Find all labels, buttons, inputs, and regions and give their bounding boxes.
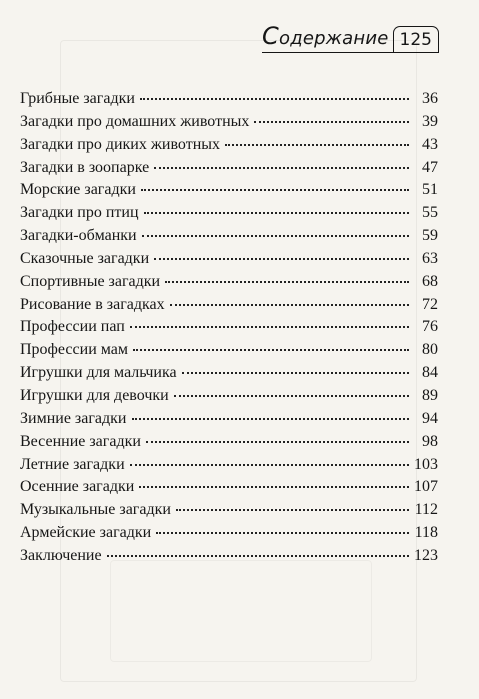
toc-dot-leader bbox=[139, 486, 409, 488]
header-rule bbox=[262, 52, 439, 53]
toc-entry bbox=[20, 134, 438, 157]
toc-dot-leader bbox=[165, 281, 409, 283]
table-of-contents bbox=[20, 88, 438, 568]
toc-entry bbox=[20, 454, 438, 477]
toc-entry-title: Весенние загадки bbox=[20, 432, 141, 450]
toc-entry-title: Игрушки для мальчика bbox=[20, 364, 177, 382]
toc-dot-leader bbox=[130, 464, 409, 466]
toc-entry bbox=[20, 385, 438, 408]
toc-entry-title: Заключение bbox=[20, 546, 102, 564]
toc-entry-page: 80 bbox=[422, 341, 438, 359]
toc-entry-page: 55 bbox=[422, 204, 438, 222]
toc-entry bbox=[20, 248, 438, 271]
toc-entry bbox=[20, 157, 438, 180]
toc-entry bbox=[20, 476, 438, 499]
toc-entry-title: Игрушки для девочки bbox=[20, 386, 169, 404]
toc-entry bbox=[20, 202, 438, 225]
toc-entry-page: 59 bbox=[422, 227, 438, 245]
toc-entry-page: 47 bbox=[422, 158, 438, 176]
toc-entry bbox=[20, 88, 438, 111]
toc-dot-leader bbox=[132, 418, 410, 420]
toc-entry-title: Загадки про домашних животных bbox=[20, 112, 250, 130]
toc-entry bbox=[20, 408, 438, 431]
toc-entry-page: 36 bbox=[422, 90, 438, 107]
toc-dot-leader bbox=[141, 189, 409, 191]
toc-entry bbox=[20, 225, 438, 248]
toc-entry-page: 98 bbox=[422, 432, 438, 450]
toc-entry bbox=[20, 271, 438, 294]
toc-dot-leader bbox=[154, 258, 409, 260]
toc-dot-leader bbox=[140, 98, 409, 100]
toc-entry bbox=[20, 294, 438, 317]
toc-entry bbox=[20, 362, 438, 385]
toc-entry-page: 76 bbox=[422, 318, 438, 336]
toc-entry-page: 39 bbox=[422, 112, 438, 130]
toc-dot-leader bbox=[107, 555, 409, 557]
toc-dot-leader bbox=[156, 532, 409, 534]
toc-entry bbox=[20, 545, 438, 568]
toc-entry bbox=[20, 522, 438, 545]
toc-entry-title: Загадки-обманки bbox=[20, 227, 137, 245]
toc-dot-leader bbox=[142, 235, 409, 237]
toc-entry-title: Сказочные загадки bbox=[20, 249, 150, 267]
toc-entry bbox=[20, 431, 438, 454]
toc-dot-leader bbox=[130, 326, 409, 328]
toc-dot-leader bbox=[170, 304, 409, 306]
toc-entry-page: 68 bbox=[422, 272, 438, 290]
toc-entry-title: Спортивные загадки bbox=[20, 272, 161, 290]
toc-entry-page: 51 bbox=[422, 181, 438, 199]
toc-entry-title: Профессии мам bbox=[20, 341, 128, 359]
toc-dot-leader bbox=[146, 441, 409, 443]
toc-entry-page: 84 bbox=[422, 364, 438, 382]
toc-entry bbox=[20, 339, 438, 362]
toc-entry bbox=[20, 316, 438, 339]
toc-entry-page: 112 bbox=[414, 501, 438, 519]
toc-entry bbox=[20, 179, 438, 202]
toc-entry bbox=[20, 111, 438, 134]
toc-entry-page: 107 bbox=[414, 478, 438, 496]
toc-dot-leader bbox=[254, 121, 409, 123]
toc-entry-title: Загадки про диких животных bbox=[20, 135, 221, 153]
toc-entry-page: 89 bbox=[422, 386, 438, 404]
bleed-through-block bbox=[110, 560, 372, 662]
toc-entry-page: 72 bbox=[422, 295, 438, 313]
toc-entry-page: 94 bbox=[422, 409, 438, 427]
toc-entry-title: Зимние загадки bbox=[20, 409, 127, 427]
toc-entry-title: Профессии пап bbox=[20, 318, 125, 336]
toc-entry-title: Морские загадки bbox=[20, 181, 136, 199]
toc-dot-leader bbox=[144, 212, 410, 214]
toc-entry-title: Загадки в зоопарке bbox=[20, 158, 150, 176]
toc-entry-title: Армейские загадки bbox=[20, 524, 152, 542]
toc-entry-title: Загадки про птиц bbox=[20, 204, 139, 222]
toc-entry-title: Рисование в загадках bbox=[20, 295, 165, 313]
toc-dot-leader bbox=[225, 144, 409, 146]
toc-entry-title: Грибные загадки bbox=[20, 90, 135, 107]
toc-entry-page: 123 bbox=[414, 546, 438, 564]
page-number: 125 bbox=[393, 26, 439, 52]
toc-entry-page: 103 bbox=[414, 455, 438, 473]
running-header bbox=[262, 22, 439, 52]
toc-entry bbox=[20, 499, 438, 522]
toc-dot-leader bbox=[176, 509, 409, 511]
toc-dot-leader bbox=[182, 372, 409, 374]
toc-entry-page: 43 bbox=[422, 135, 438, 153]
header-title: Содержание bbox=[262, 22, 389, 50]
toc-entry-title: Летние загадки bbox=[20, 455, 125, 473]
toc-entry-title: Осенние загадки bbox=[20, 478, 135, 496]
toc-dot-leader bbox=[133, 349, 409, 351]
toc-entry-page: 118 bbox=[414, 524, 438, 542]
toc-entry-page: 63 bbox=[422, 249, 438, 267]
toc-entry-title: Музыкальные загадки bbox=[20, 501, 171, 519]
toc-dot-leader bbox=[174, 395, 409, 397]
toc-dot-leader bbox=[154, 167, 409, 169]
